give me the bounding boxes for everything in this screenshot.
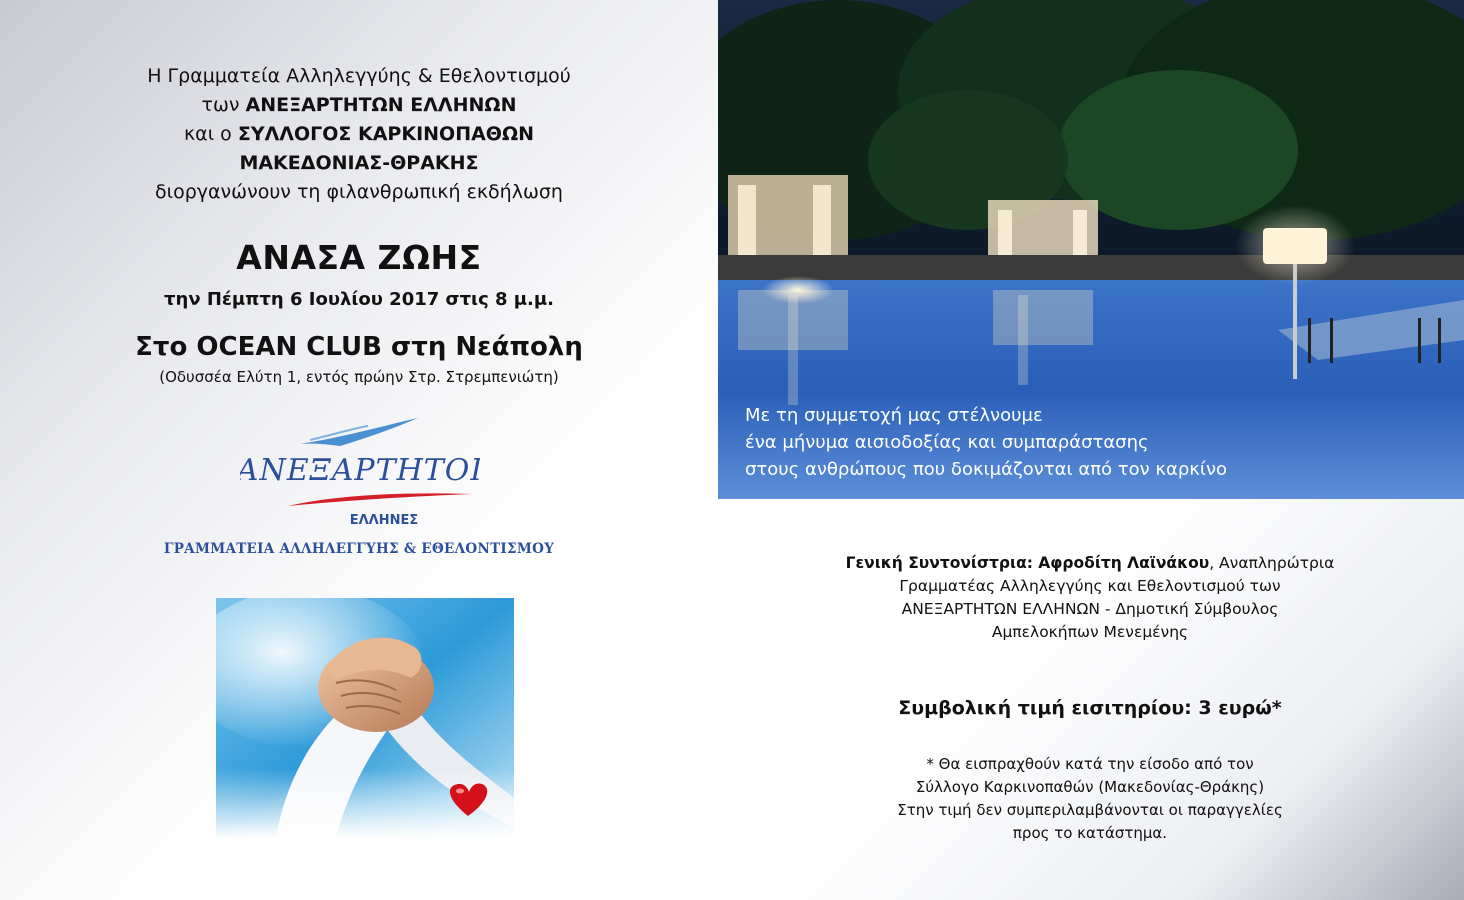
photo-caption bbox=[745, 402, 1445, 483]
secretariat-caption: ΓΡΑΜΜΑΤΕΙΑ ΑΛΛΗΛΕΓΓΥΗΣ & ΕΘΕΛΟΝΤΙΣΜΟΥ bbox=[163, 541, 555, 557]
coordinator-line-2: Γραμματέας Αλληλεγγύης και Εθελοντισμού των bbox=[899, 577, 1281, 595]
footnote-line-3: Στην τιμή δεν συμπεριλαμβάνονται οι παραγγελίες bbox=[897, 801, 1283, 819]
event-title: ΑΝΑΣΑ ΖΩΗΣ bbox=[236, 238, 482, 277]
organizer-region: ΜΑΚΕΔΟΝΙΑΣ-ΘΡΑΚΗΣ bbox=[239, 152, 479, 174]
organizer-party: ΑΝΕΞΑΡΤΗΤΩΝ ΕΛΛΗΝΩΝ bbox=[245, 94, 517, 116]
coordinator-role: , Αναπληρώτρια bbox=[1209, 554, 1335, 572]
logo-wordmark: ΑΝΕΞΑΡΤΗΤΟΙ bbox=[240, 453, 480, 488]
event-venue: Στο OCEAN CLUB στη Νεάπολη bbox=[135, 332, 583, 362]
intro-line-2-prefix: των bbox=[201, 94, 246, 116]
intro-text bbox=[0, 62, 718, 207]
coordinator-line-1 bbox=[830, 552, 1350, 575]
intro-line-3 bbox=[0, 120, 718, 149]
left-column bbox=[0, 0, 718, 900]
venue-address: (Οδυσσέα Ελύτη 1, εντός πρώην Στρ. Στρεμπενιώτη) bbox=[159, 368, 559, 386]
ticket-price: Συμβολική τιμή εισιτηρίου: 3 ευρώ* bbox=[898, 697, 1282, 719]
coordinator-info bbox=[830, 552, 1350, 644]
price-footnote bbox=[830, 753, 1350, 845]
logo-sub-wordmark: ΕΛΛΗΝΕΣ bbox=[349, 513, 419, 528]
intro-line-1: Η Γραμματεία Αλληλεγγύης & Εθελοντισμού bbox=[147, 65, 571, 87]
party-logo bbox=[240, 414, 480, 530]
intro-line-5: διοργανώνουν τη φιλανθρωπική εκδήλωση bbox=[155, 181, 563, 203]
intro-line-2 bbox=[0, 91, 718, 120]
handshake-image bbox=[216, 598, 514, 838]
intro-line-3-prefix: και ο bbox=[183, 123, 238, 145]
event-date: την Πέμπτη 6 Ιουλίου 2017 στις 8 μ.μ. bbox=[164, 289, 554, 310]
footnote-line-2: Σύλλογο Καρκινοπαθών (Μακεδονίας-Θράκης) bbox=[915, 778, 1265, 796]
coordinator-name: Γενική Συντονίστρια: Αφροδίτη Λαϊνάκου bbox=[845, 554, 1210, 572]
photo-caption-line-3: στους ανθρώπους που δοκιμάζονται από τον καρκίνο bbox=[745, 459, 1228, 480]
coordinator-line-4: Αμπελοκήπων Μενεμένης bbox=[991, 623, 1189, 641]
coordinator-line-3: ΑΝΕΞΑΡΤΗΤΩΝ ΕΛΛΗΝΩΝ - Δημοτική Σύμβουλος bbox=[901, 600, 1279, 618]
intro-line-4 bbox=[0, 149, 718, 178]
party-logo-graphic bbox=[240, 414, 480, 530]
photo-caption-line-1: Με τη συμμετοχή μας στέλνουμε bbox=[745, 405, 1043, 426]
organizer-association: ΣΥΛΛΟΓΟΣ ΚΑΡΚΙΝΟΠΑΘΩΝ bbox=[237, 123, 535, 145]
footnote-line-4: προς το κατάστημα. bbox=[1012, 824, 1168, 842]
photo-caption-line-2: ένα μήνυμα αισιοδοξίας και συμπαράστασης bbox=[745, 432, 1149, 453]
footnote-line-1: * Θα εισπραχθούν κατά την είσοδο από τον bbox=[926, 755, 1254, 773]
